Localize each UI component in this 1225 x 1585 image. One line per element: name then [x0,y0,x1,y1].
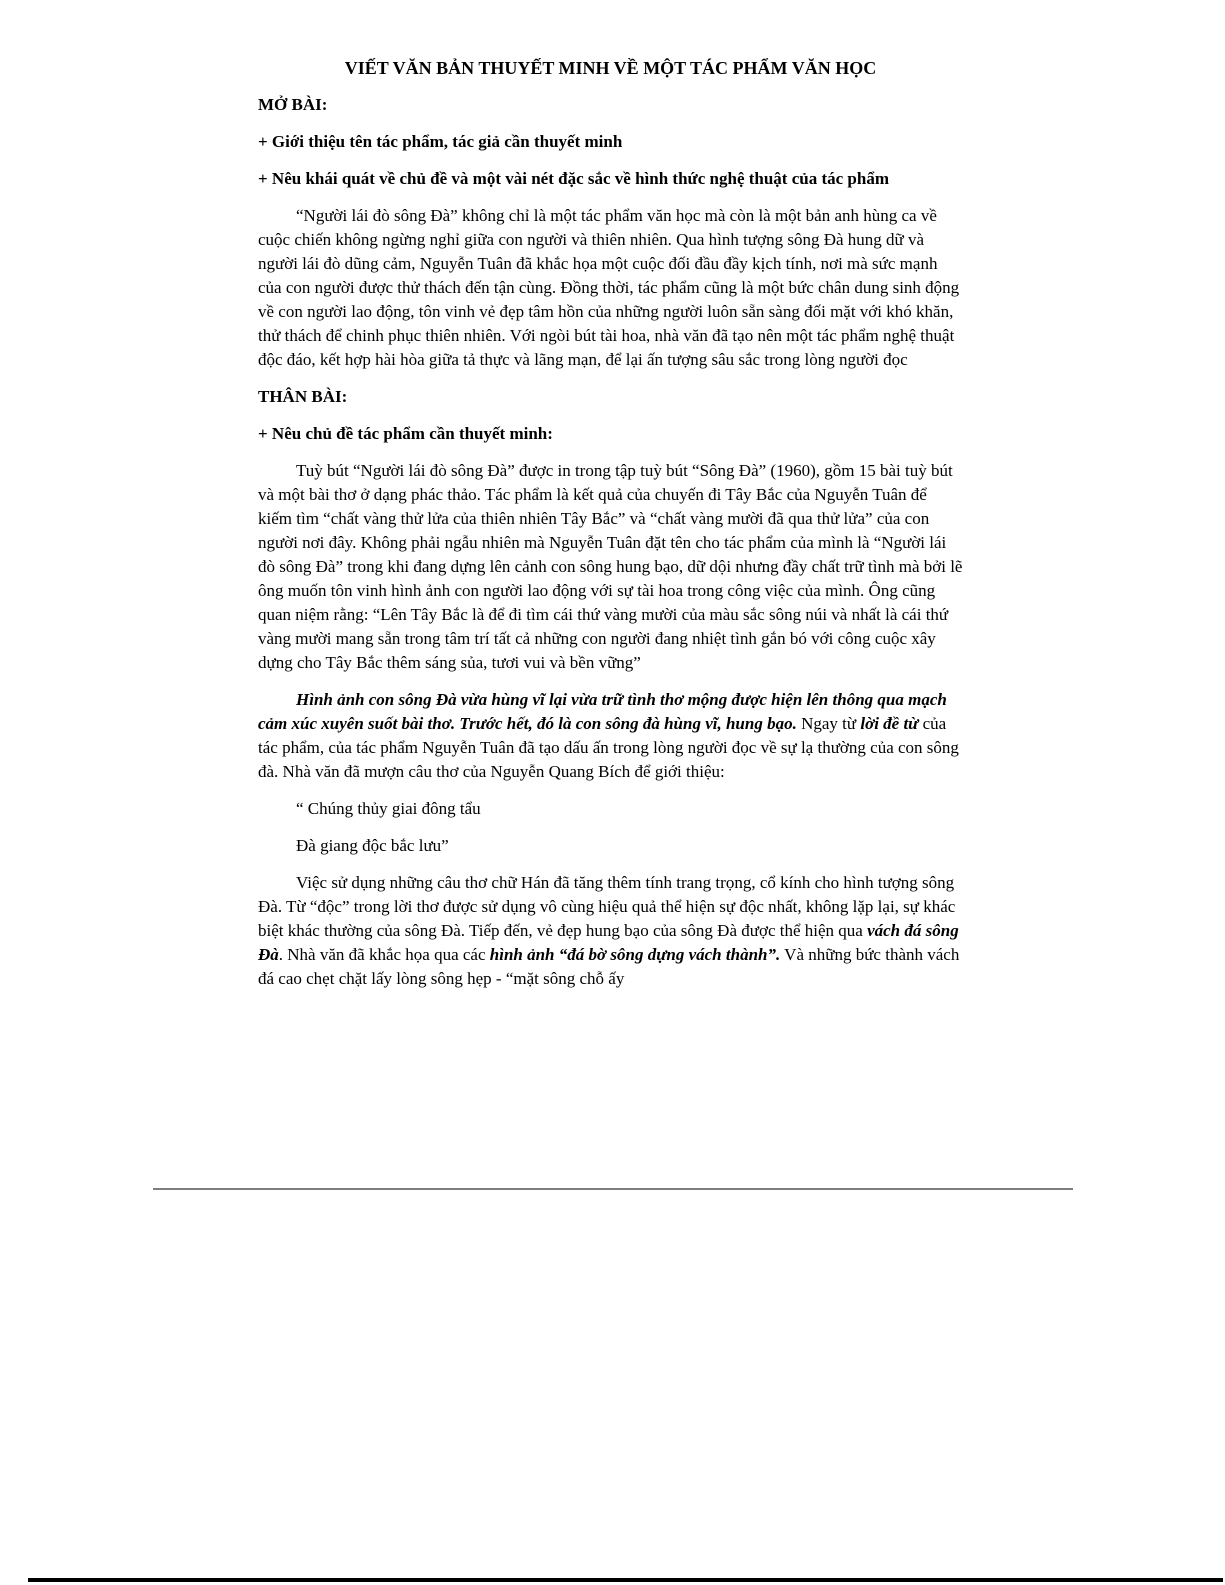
text-segment: Ngay từ [796,714,861,733]
mo-bai-point-2: + Nêu khái quát về chủ đề và một vài nét đặc sắc về hình thức nghệ thuật của tác phẩm [258,169,889,188]
page-break-divider [153,1188,1073,1190]
document-body [258,56,963,1004]
poem-quote-line-2: Đà giang độc bắc lưu” [296,836,449,855]
than-bai-point: + Nêu chủ đề tác phẩm cần thuyết minh: [258,424,553,443]
text-segment: Và những bức thành vách đá cao chẹt chặt lấy lòng sông hẹp - “mặt sông chỗ ấy [258,945,960,988]
text-segment: lời đề từ [860,714,919,733]
text-segment: Hình ảnh con sông Đà vừa hùng vĩ lại vừa trữ tình thơ mộng được hiện lên thông qua mạch cảm xúc xuyên suốt bài thơ. Trước hết, đó là con sông đà hùng vĩ, hung bạo. [258,690,947,733]
document-title: VIẾT VĂN BẢN THUYẾT MINH VỀ MỘT TÁC PHẨM VĂN HỌC [344,58,877,78]
image-paragraph [258,688,963,784]
text-segment: hình ảnh “đá bờ sông dựng vách thành”. [489,945,781,964]
bottom-edge-bar [28,1578,1223,1582]
text-segment: vách đá sông Đà [258,921,959,964]
poem-quote-line-1: “ Chúng thủy giai đông tẩu [296,799,481,818]
mo-bai-point-1: + Giới thiệu tên tác phẩm, tác giả cần thuyết minh [258,132,623,151]
analysis-paragraph [258,871,963,991]
theme-paragraph: Tuỳ bút “Người lái đò sông Đà” được in trong tập tuỳ bút “Sông Đà” (1960), gồm 15 bài tuỳ bút và một bài thơ ở dạng phác thảo. Tác phẩm là kết quả của chuyến đi Tây Bắc của Nguyễn Tuân để kiếm tìm “chất vàng thử lửa của thiên nhiên Tây Bắc” và “chất vàng mười đã qua thử lửa” của con người nơi đây. Không phải ngẫu nhiên mà Nguyễn Tuân đặt tên cho tác phẩm của mình là “Người lái đò sông Đà” trong khi đang dựng lên cảnh con sông hung bạo, dữ dội nhưng đầy chất trữ tình mà bởi lẽ ông muốn tôn vinh hình ảnh con người lao động với sự tài hoa trong công việc của mình. Ông cũng quan niệm rằng: “Lên Tây Bắc là để đi tìm cái thứ vàng mười của màu sắc sông núi và nhất là cái thứ vàng mười mang sẵn trong tâm trí tất cả những con người đang nhiệt tình gắn bó với công cuộc xây dựng cho Tây Bắc thêm sáng sủa, tươi vui và bền vững” [258,461,963,672]
text-segment: của tác phẩm, của tác phẩm Nguyễn Tuân đã tạo dấu ấn trong lòng người đọc về sự lạ thường của con sông đà. Nhà văn đã mượn câu thơ của Nguyễn Quang Bích để giới thiệu: [258,714,959,781]
text-segment: Việc sử dụng những câu thơ chữ Hán đã tăng thêm tính trang trọng, cổ kính cho hình tượng sông Đà. Từ “độc” trong lời thơ được sử dụng vô cùng hiệu quả thể hiện sự độc nhất, không lặp lại, sự khác biệt khác thường của sông Đà. Tiếp đến, vẻ đẹp hung bạo của sông Đà được thể hiện qua [258,873,956,940]
intro-paragraph: “Người lái đò sông Đà” không chỉ là một tác phẩm văn học mà còn là một bản anh hùng ca về cuộc chiến không ngừng nghỉ giữa con người và thiên nhiên. Qua hình tượng sông Đà hung dữ và người lái đò dũng cảm, Nguyễn Tuân đã khắc họa một cuộc đối đầu đầy kịch tính, nơi mà sức mạnh của con người được thử thách đến tận cùng. Đồng thời, tác phẩm cũng là một bức chân dung sinh động về con người lao động, tôn vinh vẻ đẹp tâm hồn của những người luôn sẵn sàng đối mặt với khó khăn, thử thách để chinh phục thiên nhiên. Với ngòi bút tài hoa, nhà văn đã tạo nên một tác phẩm nghệ thuật độc đáo, kết hợp hài hòa giữa tả thực và lãng mạn, để lại ấn tượng sâu sắc trong lòng người đọc [258,206,960,369]
section-heading-mo-bai: MỞ BÀI: [258,95,328,114]
section-heading-than-bai: THÂN BÀI: [258,387,348,406]
text-segment: . Nhà văn đã khắc họa qua các [278,945,490,964]
